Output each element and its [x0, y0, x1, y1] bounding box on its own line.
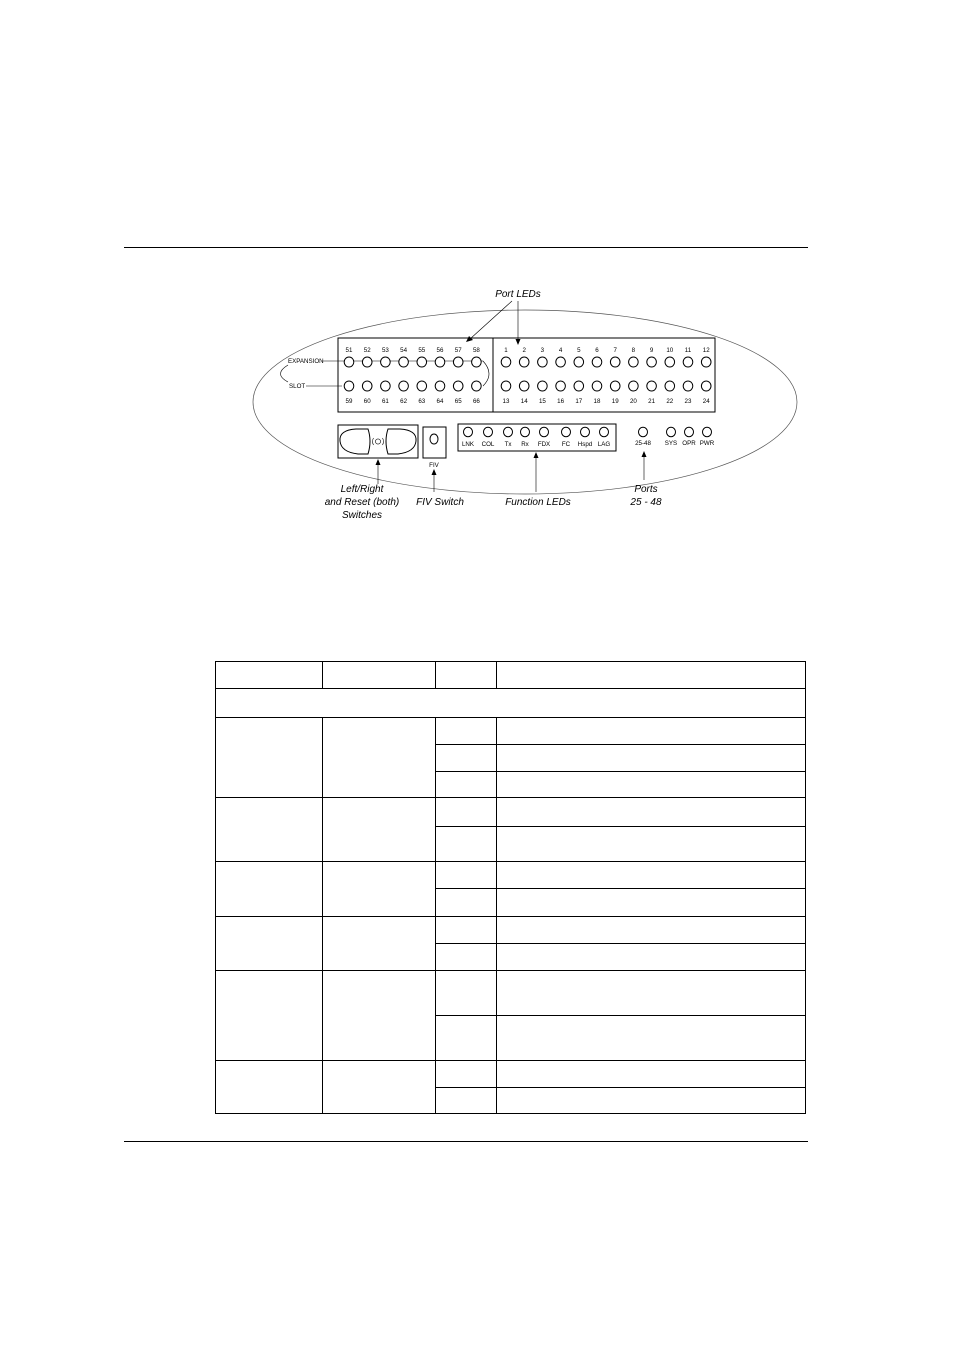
port-label-5: 5: [577, 347, 581, 354]
table-cell: [497, 1016, 806, 1061]
port-label-20: 20: [629, 398, 637, 405]
table-row: [216, 689, 806, 718]
table-cell: [216, 971, 323, 1061]
table-cell: [497, 1061, 806, 1088]
expansion-port-label-53: 53: [381, 347, 389, 354]
port-label-24: 24: [702, 398, 710, 405]
table-section-cell: [216, 689, 806, 718]
expansion-port-label-60: 60: [363, 398, 371, 405]
table-cell: [497, 971, 806, 1016]
fiv-switch-callout: FIV Switch: [416, 497, 464, 508]
expansion-port-led-59: [344, 381, 354, 391]
port-led-20: [629, 381, 639, 391]
port-led-15: [538, 381, 548, 391]
left-right-callout-1: Left/Right: [340, 484, 384, 495]
reset-indicator: [375, 439, 380, 444]
table-cell: [436, 798, 497, 827]
left-right-callout-2: and Reset (both): [324, 497, 400, 508]
function-led-hspd: [581, 427, 590, 437]
port-led-1: [501, 357, 511, 367]
led-description-table: [215, 661, 806, 1114]
table-cell: [216, 917, 323, 971]
front-panel-diagram: [0, 0, 954, 560]
function-led-label-fc: FC: [561, 441, 571, 448]
expansion-port-label-64: 64: [436, 398, 444, 405]
expansion-port-led-65: [453, 381, 463, 391]
port-led-3: [538, 357, 548, 367]
port-label-10: 10: [666, 347, 674, 354]
status-led-label-pwr: PWR: [699, 440, 715, 447]
table-cell: [323, 1061, 436, 1114]
expansion-label: EXPANSION: [288, 358, 324, 365]
function-led-label-lag: LAG: [597, 441, 611, 448]
port-led-19: [610, 381, 620, 391]
function-leds-callout: Function LEDs: [505, 497, 571, 508]
status-led-sys: [667, 427, 676, 437]
expansion-port-led-58: [472, 357, 482, 367]
table-cell: [436, 1061, 497, 1088]
port-label-19: 19: [611, 398, 619, 405]
port-led-21: [647, 381, 657, 391]
table-cell: [323, 862, 436, 917]
expansion-port-label-56: 56: [436, 347, 444, 354]
table-cell: [436, 718, 497, 745]
table-cell: [497, 772, 806, 798]
table-cell: [323, 718, 436, 798]
function-led-rx: [521, 427, 530, 437]
port-led-9: [647, 357, 657, 367]
port-led-2: [519, 357, 529, 367]
function-led-label-lnk: LNK: [461, 441, 475, 448]
left-switch: [340, 429, 370, 454]
expansion-port-label-58: 58: [472, 347, 480, 354]
expansion-port-label-61: 61: [381, 398, 389, 405]
port-led-17: [574, 381, 584, 391]
expansion-port-label-52: 52: [363, 347, 371, 354]
table-cell: [497, 889, 806, 917]
table-cell: [436, 944, 497, 971]
port-leds-arrow-left: [470, 301, 512, 339]
status-led-label-sys: SYS: [664, 440, 678, 447]
port-led-18: [592, 381, 602, 391]
table-header-cell: [436, 662, 497, 689]
ports-25-48-led: [639, 427, 648, 437]
port-label-6: 6: [595, 347, 599, 354]
expansion-port-led-63: [417, 381, 427, 391]
table-cell: [436, 772, 497, 798]
table-cell: [436, 1016, 497, 1061]
expansion-port-led-62: [399, 381, 409, 391]
table-cell: [497, 944, 806, 971]
expansion-port-label-66: 66: [472, 398, 480, 405]
port-led-8: [629, 357, 639, 367]
expansion-port-led-56: [435, 357, 445, 367]
table-cell: [436, 1088, 497, 1114]
table-header-cell: [497, 662, 806, 689]
table-cell: [216, 1061, 323, 1114]
reset-indicator-right: [383, 438, 384, 445]
port-led-13: [501, 381, 511, 391]
table-cell: [436, 917, 497, 944]
expansion-port-led-52: [362, 357, 372, 367]
reset-indicator-left: [373, 438, 374, 445]
table-cell: [436, 889, 497, 917]
left-right-callout-3: Switches: [341, 510, 383, 521]
port-led-10: [665, 357, 675, 367]
port-label-18: 18: [593, 398, 601, 405]
port-leds-arrowhead-right: [516, 339, 521, 345]
table-cell: [216, 718, 323, 798]
port-label-1: 1: [504, 347, 508, 354]
port-led-12: [701, 357, 711, 367]
port-label-16: 16: [557, 398, 565, 405]
expansion-bracket-right: [483, 361, 489, 386]
table-row: [216, 1061, 806, 1088]
expansion-bracket-left: [281, 365, 289, 382]
expansion-port-label-59: 59: [345, 398, 353, 405]
function-led-label-col: COL: [481, 441, 495, 448]
table-cell: [323, 917, 436, 971]
port-label-15: 15: [538, 398, 546, 405]
table-row: [216, 862, 806, 889]
expansion-port-led-60: [362, 381, 372, 391]
ports-25-48-label: 25-48: [635, 440, 651, 447]
port-label-4: 4: [558, 347, 563, 354]
port-label-11: 11: [684, 347, 692, 354]
port-leds-callout: Port LEDs: [495, 289, 541, 300]
fiv-label: FIV: [429, 462, 439, 469]
expansion-port-led-53: [381, 357, 391, 367]
expansion-port-label-54: 54: [400, 347, 408, 354]
table-header-cell: [323, 662, 436, 689]
port-label-23: 23: [684, 398, 692, 405]
table-cell: [497, 1088, 806, 1114]
function-led-tx: [504, 427, 513, 437]
expansion-port-label-65: 65: [454, 398, 462, 405]
port-label-3: 3: [540, 347, 545, 354]
function-leds-arrowhead: [534, 452, 539, 458]
port-led-4: [556, 357, 566, 367]
table-cell: [497, 798, 806, 827]
function-led-fdx: [540, 427, 549, 437]
expansion-port-led-54: [399, 357, 409, 367]
expansion-port-label-62: 62: [400, 398, 408, 405]
function-led-fc: [562, 427, 571, 437]
table-row: [216, 662, 806, 689]
table-header-cell: [216, 662, 323, 689]
table-row: [216, 718, 806, 745]
port-led-24: [701, 381, 711, 391]
table-cell: [436, 745, 497, 772]
status-led-label-opr: OPR: [682, 440, 696, 447]
table-cell: [497, 827, 806, 862]
table-cell: [497, 862, 806, 889]
port-led-7: [610, 357, 620, 367]
table-cell: [436, 862, 497, 889]
function-led-label-fdx: FDX: [537, 441, 551, 448]
table-cell: [323, 798, 436, 862]
port-led-23: [683, 381, 693, 391]
expansion-port-label-57: 57: [454, 347, 462, 354]
function-led-lag: [600, 427, 609, 437]
function-led-label-hspd: Hspd: [577, 441, 593, 448]
right-switch: [386, 429, 416, 454]
port-led-11: [683, 357, 693, 367]
table-cell: [436, 827, 497, 862]
table-cell: [323, 971, 436, 1061]
expansion-port-led-64: [435, 381, 445, 391]
ports-callout-1: Ports: [634, 484, 658, 495]
ports-arrowhead: [642, 451, 647, 457]
expansion-port-led-57: [453, 357, 463, 367]
expansion-port-led-66: [472, 381, 482, 391]
function-led-label-tx: Tx: [504, 441, 512, 448]
table-cell: [497, 745, 806, 772]
port-label-7: 7: [613, 347, 617, 354]
left-right-arrowhead: [376, 459, 381, 465]
bottom-rule: [124, 1141, 808, 1142]
expansion-port-label-55: 55: [418, 347, 426, 354]
table-row: [216, 798, 806, 827]
port-led-14: [519, 381, 529, 391]
fiv-arrowhead: [432, 469, 437, 475]
expansion-port-led-55: [417, 357, 427, 367]
table-cell: [216, 798, 323, 862]
port-led-6: [592, 357, 602, 367]
table-cell: [216, 862, 323, 917]
status-led-pwr: [703, 427, 712, 437]
function-led-col: [484, 427, 493, 437]
table-cell: [497, 917, 806, 944]
port-label-9: 9: [649, 347, 654, 354]
port-label-12: 12: [702, 347, 710, 354]
slot-label: SLOT: [289, 383, 306, 390]
ports-callout-2: 25 - 48: [630, 497, 662, 508]
table-cell: [436, 971, 497, 1016]
expansion-port-label-63: 63: [418, 398, 426, 405]
table-row: [216, 917, 806, 944]
port-led-22: [665, 381, 675, 391]
port-led-16: [556, 381, 566, 391]
table-cell: [497, 718, 806, 745]
port-label-8: 8: [631, 347, 636, 354]
expansion-port-led-51: [344, 357, 354, 367]
table-row: [216, 971, 806, 1016]
function-led-lnk: [464, 427, 473, 437]
fiv-switch: [430, 434, 438, 444]
port-label-22: 22: [666, 398, 674, 405]
port-label-17: 17: [575, 398, 583, 405]
port-label-2: 2: [522, 347, 526, 354]
status-led-opr: [685, 427, 694, 437]
port-label-14: 14: [520, 398, 528, 405]
port-label-13: 13: [502, 398, 510, 405]
expansion-port-label-51: 51: [345, 347, 353, 354]
function-led-label-rx: Rx: [521, 441, 529, 448]
port-label-21: 21: [648, 398, 656, 405]
expansion-port-led-61: [381, 381, 391, 391]
port-led-5: [574, 357, 584, 367]
